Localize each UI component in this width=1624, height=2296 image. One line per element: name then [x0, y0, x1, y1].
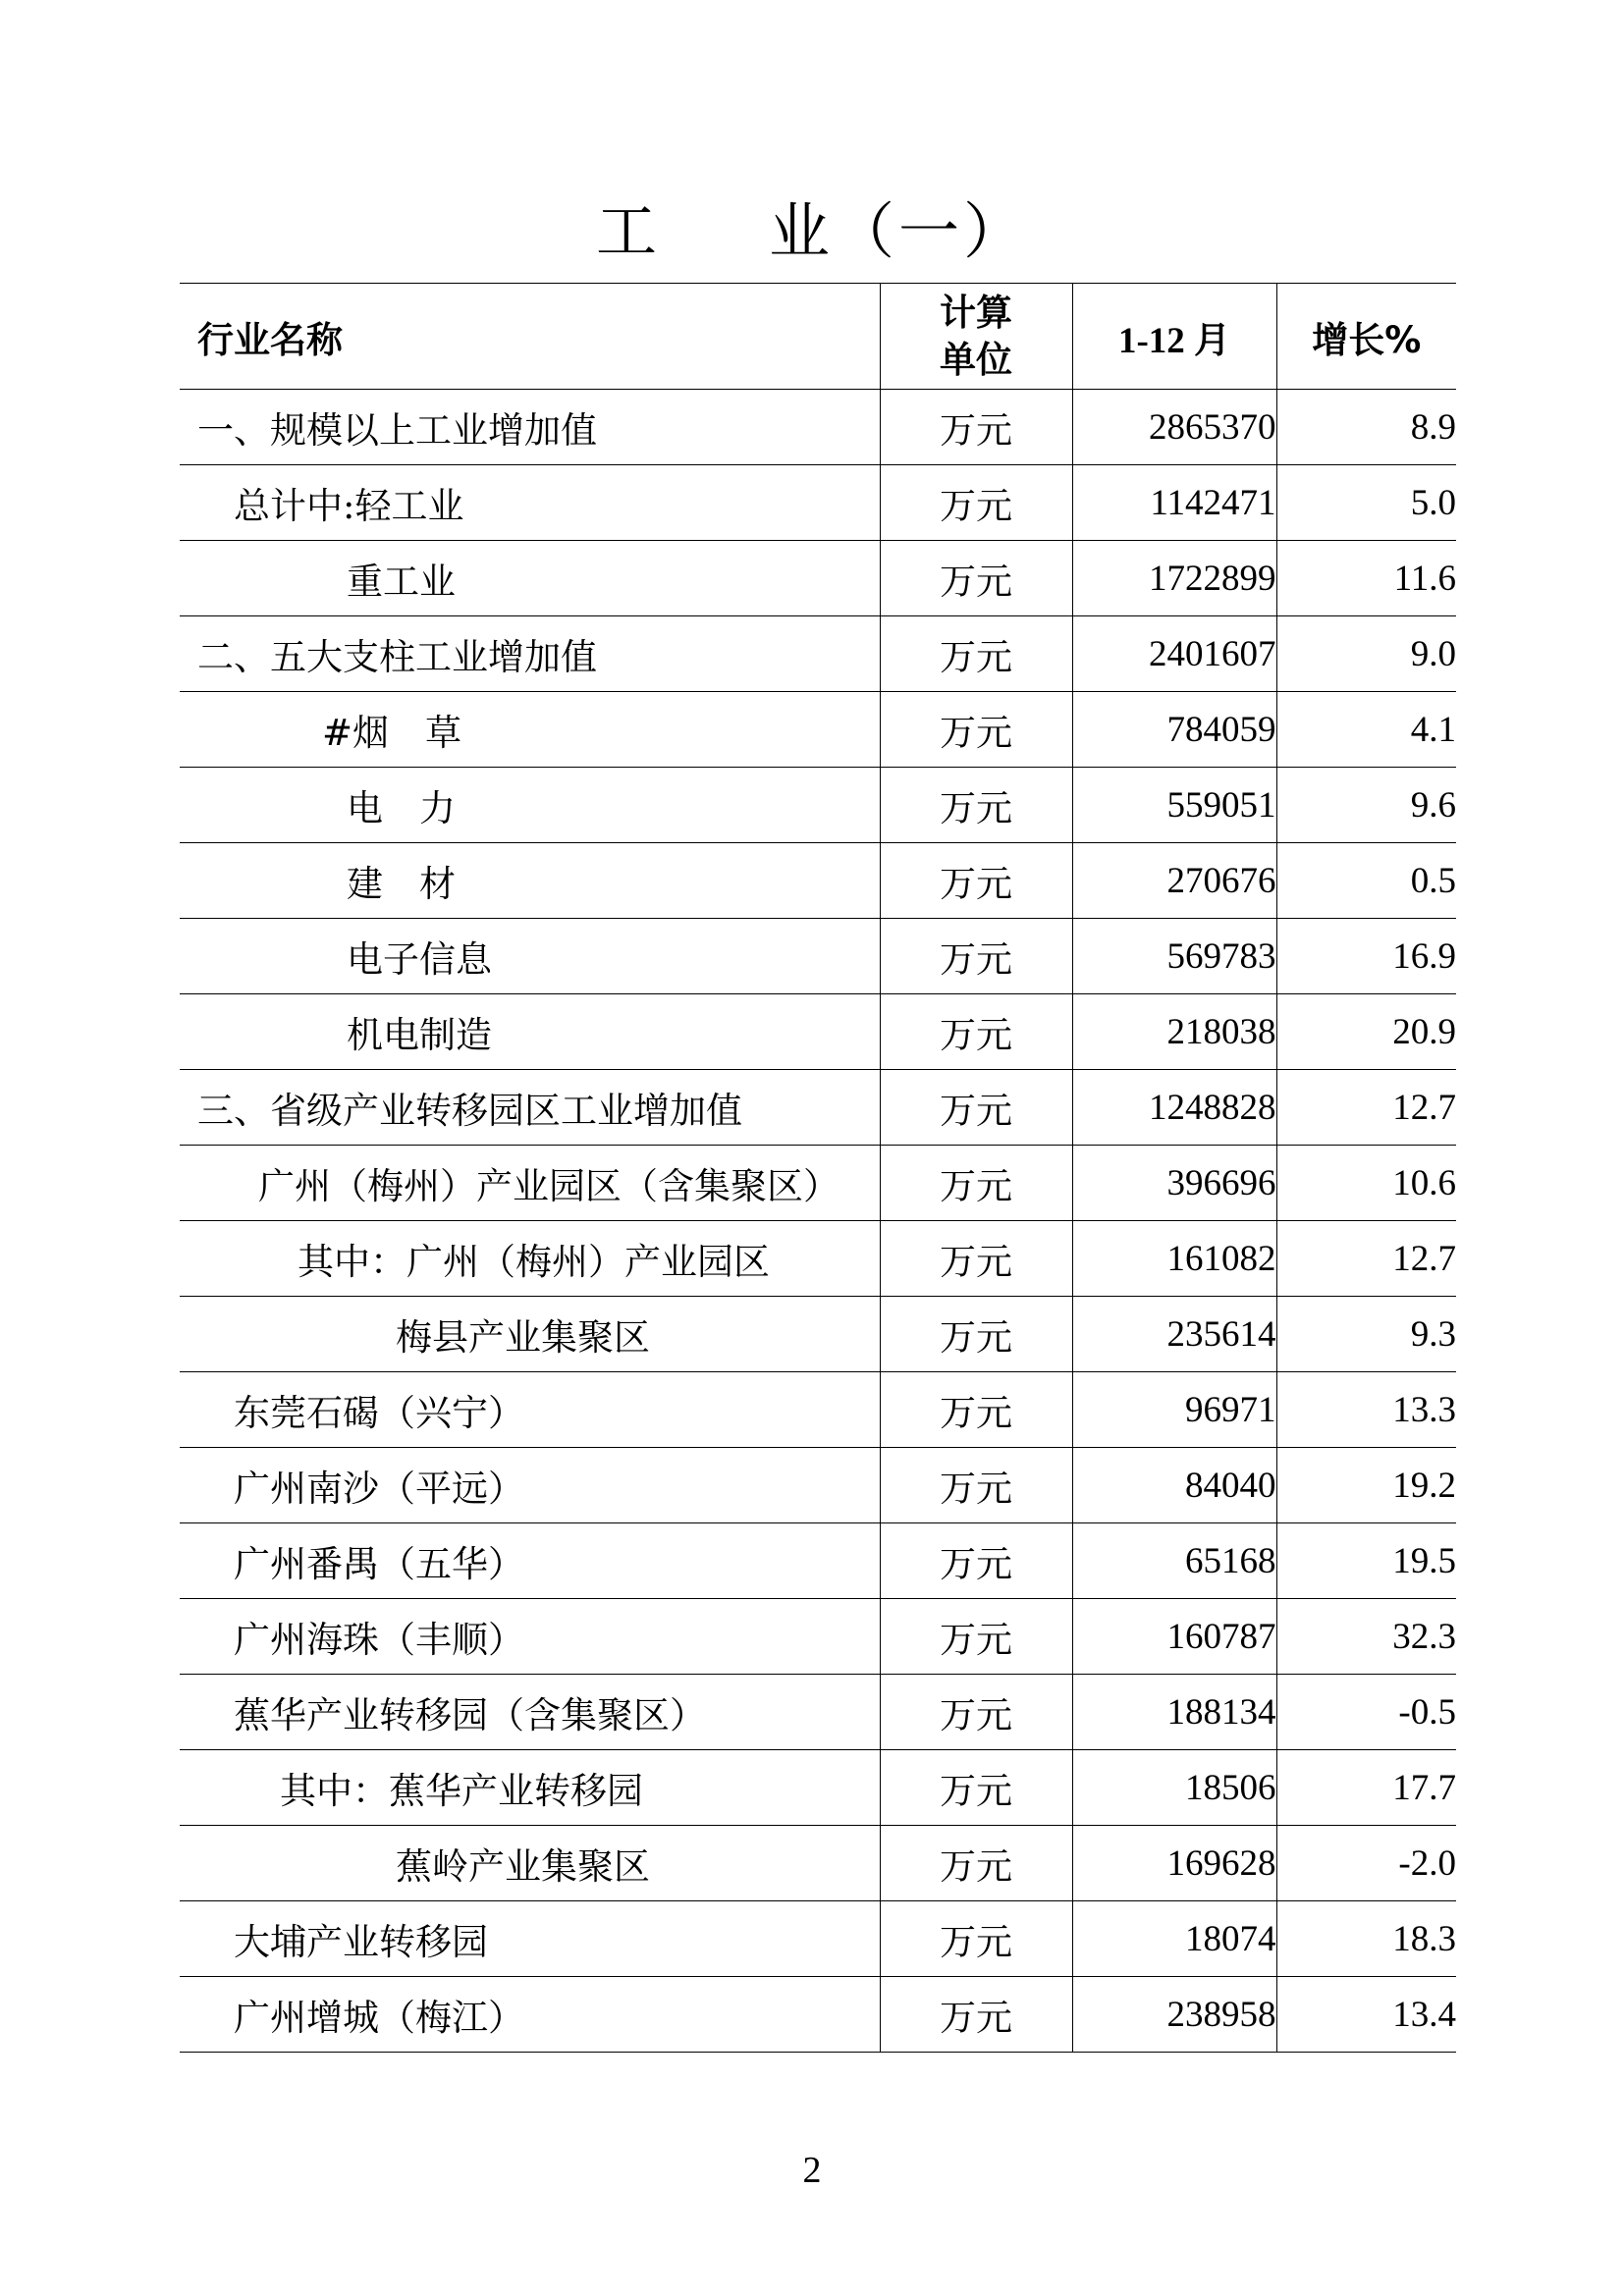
- row-industry-name: 广州南沙（平远）: [180, 1448, 880, 1523]
- row-growth: 18.3: [1276, 1901, 1456, 1977]
- row-unit: 万元: [880, 541, 1072, 616]
- table-row: [180, 692, 1456, 768]
- row-unit: 万元: [880, 390, 1072, 465]
- page-title-part2: 业（一）: [769, 195, 1029, 267]
- row-unit: 万元: [880, 994, 1072, 1070]
- row-industry-name: 重工业: [180, 541, 880, 616]
- row-value: 2401607: [1072, 616, 1276, 692]
- row-value: 18074: [1072, 1901, 1276, 1977]
- row-growth: 19.2: [1276, 1448, 1456, 1523]
- table-row: [180, 1977, 1456, 2053]
- table-row: [180, 843, 1456, 919]
- row-industry-name: 电 力: [180, 768, 880, 843]
- row-industry-name: 其中：广州（梅州）产业园区: [180, 1221, 880, 1297]
- row-unit: 万元: [880, 919, 1072, 994]
- row-value: 218038: [1072, 994, 1276, 1070]
- row-value: 270676: [1072, 843, 1276, 919]
- row-growth: 13.4: [1276, 1977, 1456, 2053]
- row-value: 188134: [1072, 1675, 1276, 1750]
- row-unit: 万元: [880, 1750, 1072, 1826]
- row-growth: 0.5: [1276, 843, 1456, 919]
- row-unit: 万元: [880, 1901, 1072, 1977]
- row-growth: 13.3: [1276, 1372, 1456, 1448]
- table-row: [180, 919, 1456, 994]
- row-growth: 32.3: [1276, 1599, 1456, 1675]
- page-title: [0, 192, 1624, 271]
- row-unit: 万元: [880, 1523, 1072, 1599]
- row-industry-name: 大埔产业转移园: [180, 1901, 880, 1977]
- header-unit-line1: 计算: [940, 291, 1012, 334]
- row-industry-name: 建 材: [180, 843, 880, 919]
- row-growth: 16.9: [1276, 919, 1456, 994]
- page-number: 2: [802, 2150, 822, 2191]
- row-value: 169628: [1072, 1826, 1276, 1901]
- row-industry-name: 三、省级产业转移园区工业增加值: [180, 1070, 880, 1146]
- row-industry-name: 二、五大支柱工业增加值: [180, 616, 880, 692]
- table-row: [180, 1826, 1456, 1901]
- row-unit: 万元: [880, 768, 1072, 843]
- table-row: [180, 994, 1456, 1070]
- table-row: [180, 1901, 1456, 1977]
- row-unit: 万元: [880, 1977, 1072, 2053]
- table-row: [180, 1221, 1456, 1297]
- row-unit: 万元: [880, 1599, 1072, 1675]
- row-value: 160787: [1072, 1599, 1276, 1675]
- row-unit: 万元: [880, 1675, 1072, 1750]
- row-growth: 17.7: [1276, 1750, 1456, 1826]
- row-unit: 万元: [880, 843, 1072, 919]
- row-value: 235614: [1072, 1297, 1276, 1372]
- table-row: [180, 1297, 1456, 1372]
- row-industry-name: 蕉华产业转移园（含集聚区）: [180, 1675, 880, 1750]
- row-industry-name: 电子信息: [180, 919, 880, 994]
- row-value: 1248828: [1072, 1070, 1276, 1146]
- row-industry-name: 广州海珠（丰顺）: [180, 1599, 880, 1675]
- row-growth: 11.6: [1276, 541, 1456, 616]
- row-industry-name: 广州增城（梅江）: [180, 1977, 880, 2053]
- row-growth: -2.0: [1276, 1826, 1456, 1901]
- row-industry-name: 一、规模以上工业增加值: [180, 390, 880, 465]
- row-value: 18506: [1072, 1750, 1276, 1826]
- row-growth: 9.6: [1276, 768, 1456, 843]
- row-growth: 20.9: [1276, 994, 1456, 1070]
- header-unit-line2: 单位: [940, 338, 1012, 381]
- row-industry-name: 蕉岭产业集聚区: [180, 1826, 880, 1901]
- row-value: 784059: [1072, 692, 1276, 768]
- row-unit: 万元: [880, 465, 1072, 541]
- row-growth: -0.5: [1276, 1675, 1456, 1750]
- row-unit: 万元: [880, 692, 1072, 768]
- table-row: [180, 1523, 1456, 1599]
- row-unit: 万元: [880, 1372, 1072, 1448]
- row-unit: 万元: [880, 616, 1072, 692]
- row-industry-name: 广州番禺（五华）: [180, 1523, 880, 1599]
- row-value: 1142471: [1072, 465, 1276, 541]
- table-row: [180, 616, 1456, 692]
- row-value: 96971: [1072, 1372, 1276, 1448]
- row-unit: 万元: [880, 1448, 1072, 1523]
- row-unit: 万元: [880, 1826, 1072, 1901]
- row-industry-name: 广州（梅州）产业园区（含集聚区）: [180, 1146, 880, 1221]
- header-growth: 增长%: [1276, 284, 1456, 390]
- table-row: [180, 390, 1456, 465]
- row-growth: 9.3: [1276, 1297, 1456, 1372]
- row-industry-name: 机电制造: [180, 994, 880, 1070]
- table-header-row: [180, 284, 1456, 390]
- row-industry-name: 梅县产业集聚区: [180, 1297, 880, 1372]
- table-body: [180, 390, 1456, 2053]
- header-period: 1-12 月: [1072, 284, 1276, 390]
- row-unit: 万元: [880, 1221, 1072, 1297]
- table-row: [180, 1448, 1456, 1523]
- table-row: [180, 1372, 1456, 1448]
- row-value: 569783: [1072, 919, 1276, 994]
- row-growth: 19.5: [1276, 1523, 1456, 1599]
- table-row: [180, 1750, 1456, 1826]
- row-growth: 9.0: [1276, 616, 1456, 692]
- table-row: [180, 1146, 1456, 1221]
- table-row: [180, 1599, 1456, 1675]
- row-growth: 5.0: [1276, 465, 1456, 541]
- header-unit: [880, 284, 1072, 390]
- table-row: [180, 768, 1456, 843]
- row-industry-name: #烟 草: [180, 692, 880, 768]
- row-value: 1722899: [1072, 541, 1276, 616]
- page-title-part1: 工: [595, 195, 661, 267]
- row-value: 2865370: [1072, 390, 1276, 465]
- row-value: 65168: [1072, 1523, 1276, 1599]
- industry-statistics-table: [180, 283, 1456, 2053]
- table-row: [180, 1070, 1456, 1146]
- row-value: 84040: [1072, 1448, 1276, 1523]
- row-unit: 万元: [880, 1297, 1072, 1372]
- row-value: 238958: [1072, 1977, 1276, 2053]
- table-row: [180, 1675, 1456, 1750]
- table-row: [180, 465, 1456, 541]
- row-growth: 12.7: [1276, 1070, 1456, 1146]
- row-unit: 万元: [880, 1070, 1072, 1146]
- row-growth: 4.1: [1276, 692, 1456, 768]
- row-unit: 万元: [880, 1146, 1072, 1221]
- table-row: [180, 541, 1456, 616]
- row-value: 559051: [1072, 768, 1276, 843]
- row-industry-name: 总计中:轻工业: [180, 465, 880, 541]
- row-growth: 12.7: [1276, 1221, 1456, 1297]
- header-industry-name: 行业名称: [180, 284, 880, 390]
- row-value: 396696: [1072, 1146, 1276, 1221]
- row-growth: 10.6: [1276, 1146, 1456, 1221]
- row-industry-name: 其中：蕉华产业转移园: [180, 1750, 880, 1826]
- row-growth: 8.9: [1276, 390, 1456, 465]
- row-value: 161082: [1072, 1221, 1276, 1297]
- row-industry-name: 东莞石碣（兴宁）: [180, 1372, 880, 1448]
